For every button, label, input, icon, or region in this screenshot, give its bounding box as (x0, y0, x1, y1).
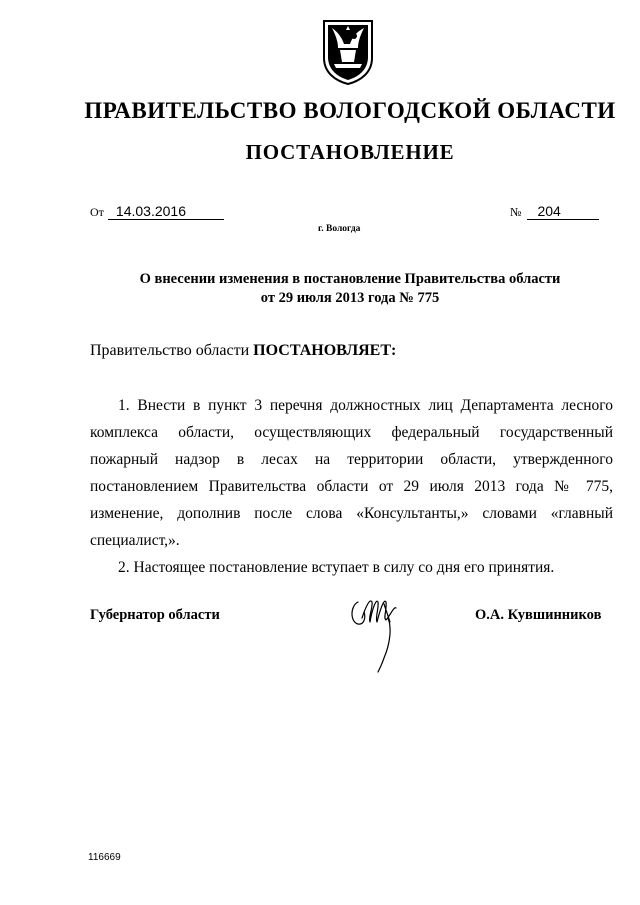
date-value: 14.03.2016 (108, 203, 224, 220)
document-body (90, 392, 613, 581)
document-date (90, 203, 224, 220)
document-code: 116669 (88, 852, 121, 863)
handwritten-signature (348, 588, 408, 678)
number-prefix: № (510, 205, 522, 219)
body-paragraph-1: 1. Внести в пункт 3 перечня должностных лиц Департамента лесного комплекса области, осуществляющих федеральный государственный пожарный надзор в лесах на территории области, утвержденного постановлением Правительства области от 29 июля 2013 года № 775, изменение, дополнив после слова «Консультанты,» словами «главный специалист,». (90, 397, 613, 549)
preamble-text: Правительство области (90, 342, 254, 359)
document-type: ПОСТАНОВЛЕНИЕ (245, 140, 455, 164)
document-subject (90, 270, 610, 308)
organization-title: ПРАВИТЕЛЬСТВО ВОЛОГОДСКОЙ ОБЛАСТИ (84, 98, 616, 123)
signatory-role: Губернатор области (90, 607, 220, 623)
number-value: 204 (527, 203, 599, 220)
body-paragraph-2: 2. Настоящее постановление вступает в силу со дня его принятия. (118, 559, 555, 576)
document-number (510, 203, 599, 220)
subject-line-2: от 29 июля 2013 года № 775 (260, 290, 440, 306)
coat-of-arms-icon (320, 18, 376, 86)
preamble (90, 342, 396, 360)
subject-line-1: О внесении изменения в постановление Правительства области (139, 271, 561, 287)
city-label: г. Вологда (318, 224, 361, 234)
date-prefix: От (90, 205, 104, 219)
preamble-emphasis: ПОСТАНОВЛЯЕТ: (253, 342, 397, 359)
signatory-name: О.А. Кувшинников (475, 607, 602, 623)
